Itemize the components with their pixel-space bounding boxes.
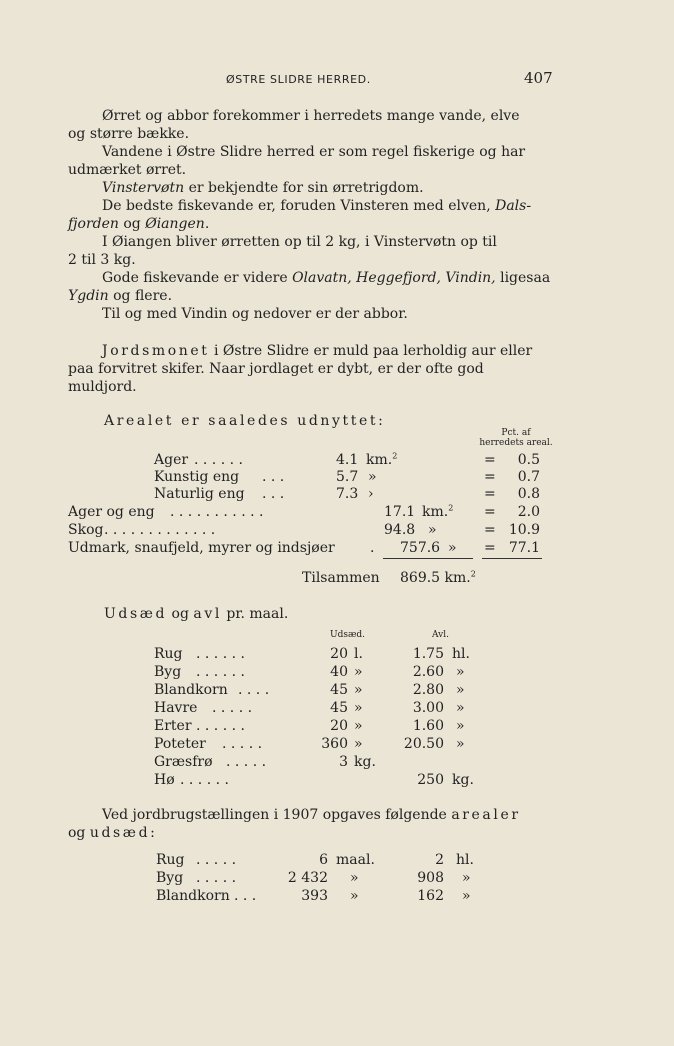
census-arealer: arealer bbox=[451, 807, 521, 823]
census-crop: Blandkorn bbox=[156, 888, 230, 904]
seed-amount: 360 bbox=[321, 736, 348, 752]
fjorden-italic: fjorden bbox=[68, 216, 119, 232]
oiangen-italic: Øiangen bbox=[145, 216, 205, 232]
census-seed: 162 bbox=[417, 888, 444, 904]
soil-line2: paa forvitret skifer. Naar jordlaget er dybt, er der ofte god bbox=[68, 361, 484, 377]
para6-line1: Gode fiskevande er videre bbox=[102, 270, 288, 286]
area-sub-pct: 0.5 bbox=[517, 452, 540, 468]
ygdin-italic: Ygdin bbox=[68, 288, 109, 304]
seed-crop: Poteter bbox=[154, 736, 206, 752]
para2-line2: udmærket ørret. bbox=[68, 162, 187, 178]
census-seed-unit: » bbox=[462, 870, 471, 886]
seed-crop: Havre bbox=[154, 700, 198, 716]
seed-heading-udsaed: Udsæd bbox=[104, 606, 168, 622]
census-og: og bbox=[68, 825, 90, 841]
area-sub-pct: 0.7 bbox=[517, 469, 540, 485]
area-sum-rule bbox=[383, 558, 473, 559]
census-area: 393 bbox=[301, 888, 328, 904]
area-main-eq: = bbox=[484, 504, 496, 520]
area-main-pct: 2.0 bbox=[517, 504, 540, 520]
seed-dots: . . . . . . bbox=[196, 664, 245, 680]
seed-dots: . . . . . bbox=[212, 700, 253, 716]
seed-dots: . . . . bbox=[238, 682, 270, 698]
seed-amount: 45 bbox=[330, 682, 348, 698]
paragraph-fish-3 bbox=[68, 179, 556, 197]
census-seed-unit: » bbox=[462, 888, 471, 904]
para2-line1: Vandene i Østre Slidre herred er som regel fiskerige og har bbox=[102, 144, 526, 160]
seed-crop: Rug bbox=[154, 646, 183, 662]
area-main-label: Skog bbox=[68, 522, 104, 538]
total-sup: 2 bbox=[470, 569, 476, 579]
soil-line3: muldjord. bbox=[68, 379, 137, 395]
yield-amount: 1.75 bbox=[412, 646, 444, 662]
area-main-dots: . . . . . . . . . . . . . bbox=[104, 522, 216, 538]
yield-unit: kg. bbox=[452, 772, 474, 788]
yield-col-header: Avl. bbox=[432, 630, 449, 640]
area-sub-value: 5.7 bbox=[336, 469, 359, 485]
seed-amount: 40 bbox=[330, 664, 348, 680]
census-area-unit: maal. bbox=[336, 852, 375, 868]
census-seed: 2 bbox=[435, 852, 444, 868]
census-seed-unit: hl. bbox=[456, 852, 474, 868]
lakes-italic: Olavatn, Heggefjord, Vindin, bbox=[292, 270, 496, 286]
census-crop: Rug bbox=[156, 852, 185, 868]
pct-header-line1: Pct. af bbox=[501, 428, 531, 438]
seed-dots: . . . . . . bbox=[196, 718, 245, 734]
para1-line1: Ørret og abbor forekommer i herredets mange vande, elve bbox=[102, 108, 520, 124]
yield-unit: hl. bbox=[452, 646, 470, 662]
census-dots: . . . bbox=[234, 888, 257, 904]
seed-unit: » bbox=[354, 664, 363, 680]
seed-heading-end: pr. maal. bbox=[221, 606, 289, 622]
census-area-unit: » bbox=[350, 870, 359, 886]
area-sub-pct: 0.8 bbox=[517, 486, 540, 502]
area-sub-unit: » bbox=[368, 469, 377, 485]
yield-amount: 1.60 bbox=[412, 718, 444, 734]
paragraph-census bbox=[68, 806, 556, 824]
seed-crop: Hø bbox=[154, 772, 175, 788]
census-area: 6 bbox=[319, 852, 328, 868]
seed-dots: . . . . . . bbox=[196, 646, 245, 662]
para4-end: . bbox=[204, 216, 210, 232]
page-number: 407 bbox=[524, 69, 553, 87]
seed-unit: » bbox=[354, 718, 363, 734]
area-main-unit: » bbox=[448, 540, 457, 556]
seed-amount: 45 bbox=[330, 700, 348, 716]
dals-italic: Dals- bbox=[495, 198, 532, 214]
area-sub-eq: = bbox=[484, 469, 496, 485]
para6-end: og flere. bbox=[108, 288, 173, 304]
area-main-unit bbox=[422, 504, 453, 520]
yield-amount: 2.80 bbox=[412, 682, 444, 698]
yield-unit: » bbox=[456, 664, 465, 680]
unit-text: km. bbox=[422, 504, 449, 520]
seed-dots: . . . . . bbox=[222, 736, 263, 752]
unit-text: km. bbox=[366, 452, 393, 468]
area-total-label: Tilsammen bbox=[302, 570, 380, 586]
census-area: 2 432 bbox=[287, 870, 328, 886]
area-main-pct: 10.9 bbox=[508, 522, 540, 538]
yield-amount: 3.00 bbox=[412, 700, 444, 716]
census-area-unit: » bbox=[350, 888, 359, 904]
seed-dots: . . . . . bbox=[226, 754, 267, 770]
seed-crop: Græsfrø bbox=[154, 754, 213, 770]
census-udsaed: udsæd bbox=[89, 825, 151, 841]
seed-heading-mid: og bbox=[167, 606, 194, 622]
paragraph-fish-5 bbox=[68, 233, 556, 269]
area-sub-label: Kunstig eng bbox=[154, 469, 240, 485]
area-sub-dots: . . . . . . bbox=[194, 452, 243, 468]
yield-amount: 20.50 bbox=[403, 736, 444, 752]
yield-unit: » bbox=[456, 682, 465, 698]
area-main-value: 94.8 bbox=[384, 522, 416, 538]
area-sub-unit bbox=[366, 452, 397, 468]
vinstervotn-italic: Vinstervøtn bbox=[102, 180, 185, 196]
area-sub-value: 4.1 bbox=[336, 452, 359, 468]
census-colon: : bbox=[150, 825, 155, 841]
unit-sup: 2 bbox=[448, 503, 454, 513]
seed-unit: l. bbox=[354, 646, 363, 662]
pct-sum-rule bbox=[482, 558, 542, 559]
area-sub-dots: . . . bbox=[262, 486, 285, 502]
paragraph-fish-6 bbox=[68, 269, 556, 305]
unit-sup: 2 bbox=[392, 451, 398, 461]
yield-amount: 2.60 bbox=[412, 664, 444, 680]
seed-unit: » bbox=[354, 736, 363, 752]
area-main-eq: = bbox=[484, 522, 496, 538]
area-total-value bbox=[400, 570, 476, 586]
census-dots: . . . . . bbox=[196, 870, 237, 886]
area-main-unit: » bbox=[428, 522, 437, 538]
para4-line1: De bedste fiskevande er, foruden Vinsteren med elven, bbox=[102, 198, 491, 214]
yield-unit: » bbox=[456, 718, 465, 734]
area-main-value: 757.6 bbox=[400, 540, 441, 556]
seed-unit: kg. bbox=[354, 754, 376, 770]
yield-amount: 250 bbox=[417, 772, 444, 788]
seed-amount: 3 bbox=[339, 754, 348, 770]
area-main-eq: = bbox=[484, 540, 496, 556]
yield-unit: » bbox=[456, 736, 465, 752]
paragraph-census-line2 bbox=[68, 824, 556, 842]
para5-line1: I Øiangen bliver ørretten op til 2 kg, i Vinstervøtn op til bbox=[102, 234, 497, 250]
census-crop: Byg bbox=[156, 870, 184, 886]
seed-amount: 20 bbox=[330, 646, 348, 662]
seed-crop: Erter bbox=[154, 718, 192, 734]
area-sub-label: Naturlig eng bbox=[154, 486, 245, 502]
area-main-label: Ager og eng bbox=[68, 504, 155, 520]
area-sub-eq: = bbox=[484, 452, 496, 468]
para1-line2: og større bække. bbox=[68, 126, 190, 142]
area-main-value: 17.1 bbox=[384, 504, 416, 520]
area-main-pct: 77.1 bbox=[508, 540, 540, 556]
para5-line2: 2 til 3 kg. bbox=[68, 252, 136, 268]
area-sub-label: Ager bbox=[154, 452, 189, 468]
paragraph-fish-2 bbox=[68, 143, 556, 179]
paragraph-fish-1 bbox=[68, 107, 556, 143]
soil-line1: i Østre Slidre er muld paa lerholdig aur eller bbox=[209, 343, 533, 359]
seed-col-header: Udsæd. bbox=[330, 630, 366, 640]
seed-dots: . . . . . . bbox=[180, 772, 229, 788]
seed-heading bbox=[104, 606, 288, 622]
area-sub-value: 7.3 bbox=[336, 486, 359, 502]
para6-ligesaa: ligesaa bbox=[500, 270, 551, 286]
area-main-dots: . bbox=[370, 540, 375, 556]
area-heading: Arealet er saaledes udnyttet: bbox=[104, 413, 386, 429]
soil-spaced-word: Jordsmonet bbox=[102, 343, 210, 359]
paragraph-soil bbox=[68, 342, 556, 396]
running-header-title: ØSTRE SLIDRE HERRED. bbox=[226, 73, 371, 86]
pct-header bbox=[476, 428, 556, 448]
area-sub-eq: = bbox=[484, 486, 496, 502]
seed-unit: » bbox=[354, 700, 363, 716]
paragraph-fish-4 bbox=[68, 197, 556, 233]
census-seed: 908 bbox=[417, 870, 444, 886]
paragraph-fish-7: Til og med Vindin og nedover er der abbor. bbox=[102, 306, 408, 322]
seed-amount: 20 bbox=[330, 718, 348, 734]
seed-crop: Blandkorn bbox=[154, 682, 228, 698]
area-main-label: Udmark, snaufjeld, myrer og indsjøer bbox=[68, 540, 335, 556]
area-sub-dots: . . . bbox=[262, 469, 285, 485]
para4-mid: og bbox=[118, 216, 146, 232]
seed-heading-avl: avl bbox=[193, 606, 222, 622]
census-dots: . . . . . bbox=[196, 852, 237, 868]
area-main-dots: . . . . . . . . . . . bbox=[170, 504, 264, 520]
total-text: 869.5 km. bbox=[400, 570, 471, 586]
seed-unit: » bbox=[354, 682, 363, 698]
census-line1: Ved jordbrugstællingen i 1907 opgaves følgende bbox=[102, 807, 447, 823]
area-sub-unit: › bbox=[368, 486, 374, 502]
seed-crop: Byg bbox=[154, 664, 182, 680]
para3-rest: er bekjendte for sin ørretrigdom. bbox=[184, 180, 424, 196]
pct-header-line2: herredets areal. bbox=[479, 438, 553, 448]
yield-unit: » bbox=[456, 700, 465, 716]
